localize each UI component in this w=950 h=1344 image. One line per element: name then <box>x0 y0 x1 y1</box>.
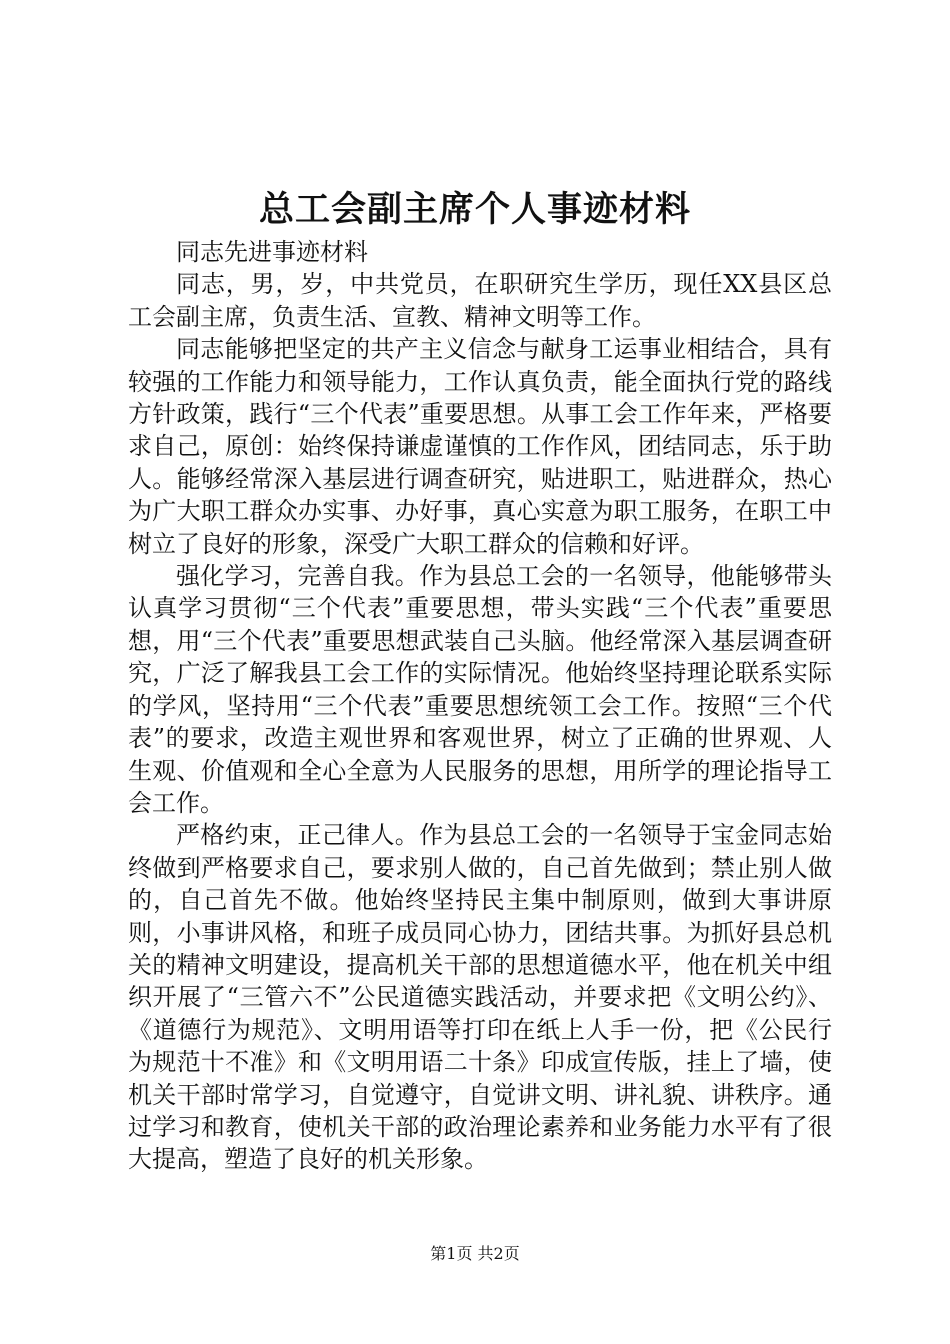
paragraph-intro: 同志，男，岁，中共党员，在职研究生学历，现任XX县区总工会副主席，负责生活、宣教、精神文明等工作。 <box>128 270 832 331</box>
paragraph-overview: 同志能够把坚定的共产主义信念与献身工运事业相结合，具有较强的工作能力和领导能力，工作认真负责，能全面执行党的路线方针政策，践行“三个代表”重要思想。从事工会工作年来，严格要求自己，原创：始终保持谦虚谨慎的工作作风，团结同志，乐于助人。能够经常深入基层进行调查研究，贴进职工，贴进群众，热心为广大职工群众办实事、办好事，真心实意为职工服务，在职工中树立了良好的形象，深受广大职工群众的信赖和好评。 <box>128 335 832 558</box>
paragraph-study: 强化学习，完善自我。作为县总工会的一名领导，他能够带头认真学习贯彻“三个代表”重要思想，带头实践“三个代表”重要思想，用“三个代表”重要思想武装自己头脑。他经常深入基层调查研究，广泛了解我县工会工作的实际情况。他始终坚持理论联系实际的学风，坚持用“三个代表”重要思想统领工会工作。按照“三个代表”的要求，改造主观世界和客观世界，树立了正确的世界观、人生观、价值观和全心全意为人民服务的思想，用所学的理论指导工会工作。 <box>128 562 832 817</box>
document-title: 总工会副主席个人事迹材料 <box>258 189 691 230</box>
document-body <box>128 236 832 1176</box>
page-footer: 第1页 共2页 <box>430 1244 520 1263</box>
paragraph-subtitle: 同志先进事迹材料 <box>176 238 368 266</box>
paragraph-discipline: 严格约束，正己律人。作为县总工会的一名领导于宝金同志始终做到严格要求自己，要求别人做的，自己首先做到；禁止别人做的，自己首先不做。他始终坚持民主集中制原则，做到大事讲原则，小事讲风格，和班子成员同心协力，团结共事。为抓好县总机关的精神文明建设，提高机关干部的思想道德水平，他在机关中组织开展了“三管六不”公民道德实践活动，并要求把《文明公约》、《道德行为规范》、文明用语等打印在纸上人手一份，把《公民行为规范十不准》和《文明用语二十条》印成宣传版，挂上了墙，使机关干部时常学习，自觉遵守，自觉讲文明、讲礼貌、讲秩序。通过学习和教育，使机关干部的政治理论素养和业务能力水平有了很大提高，塑造了良好的机关形象。 <box>128 821 832 1174</box>
